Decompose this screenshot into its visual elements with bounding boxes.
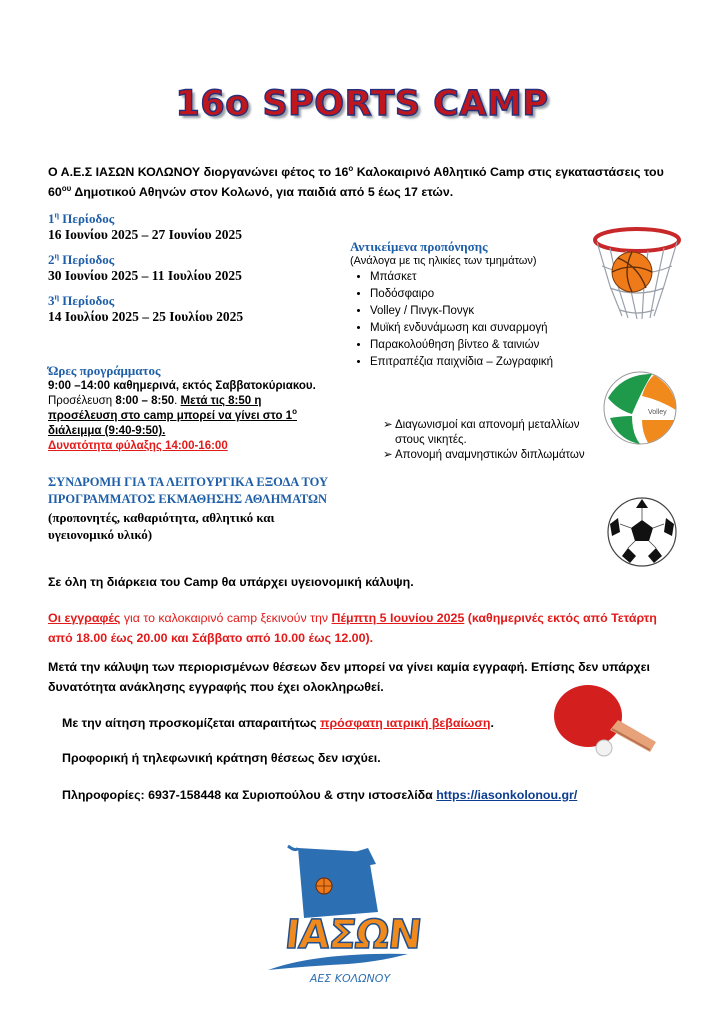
- intro-paragraph: Ο Α.Ε.Σ ΙΑΣΩΝ ΚΟΛΩΝΟΥ διοργανώνει φέτος το $16^o$ Καλοκαιρινό Αθλητικό Camp στις εγκαταστάσεις του $60^{o\upsilon}$ Δημοτικού Αθηνών στον Κολωνό, για παιδιά από 5 έως 17 ετών.: [48, 163, 664, 199]
- period-2: $2^\eta$ Περίοδος 30 Ιουνίου 2025 – 11 Ιουλίου 2025: [48, 251, 242, 283]
- list-item: ➢ Διαγωνισμοί και απονομή μεταλλίων στους νικητές.: [383, 419, 580, 446]
- training-section: [350, 239, 600, 371]
- logo-subtext: ΑΕΣ ΚΟΛΩΝΟΥ: [309, 972, 391, 985]
- basketball-hoop-icon: [592, 226, 682, 322]
- page-title: 16o SPORTS CAMP: [175, 84, 549, 124]
- limits-note: Μετά την κάλυψη των περιορισμένων θέσεων δεν μπορεί να γίνει καμία εγγραφή. Επίσης δεν υπάρχει δυνατότητα ανάκλησης εγγραφής που έχει ολοκληρωθεί.: [48, 660, 650, 694]
- volleyball-icon: [602, 370, 678, 446]
- training-title: Αντικείμενα προπόνησης: [350, 239, 488, 254]
- hours-title: Ώρες προγράμματος: [48, 363, 161, 378]
- medical-note: Με την αίτηση προσκομίζεται απαραιτήτως πρόσφατη ιατρική βεβαίωση.: [62, 716, 494, 730]
- list-item: • Μπάσκετ: [370, 269, 600, 286]
- training-subtitle: (Ανάλογα με τις ηλικίες των τμημάτων): [350, 255, 537, 267]
- website-link[interactable]: https://iasonkolonou.gr/: [436, 788, 578, 802]
- list-item: • Επιτραπέζια παιχνίδια – Ζωγραφική: [370, 354, 600, 371]
- period-1: $1^\eta$ Περίοδος 16 Ιουνίου 2025 – 27 Ιουνίου 2025: [48, 210, 242, 242]
- soccer-ball-icon: [606, 496, 678, 568]
- period-3: $3^\eta$ Περίοδος 14 Ιουλίου 2025 – 25 Ιουλίου 2025: [48, 292, 244, 324]
- phone-booking-note: Προφορική ή τηλεφωνική κράτηση θέσεως δεν ισχύει.: [62, 751, 381, 765]
- periods-list: [48, 211, 348, 325]
- registration-note: Οι εγγραφές για το καλοκαιρινό camp ξεκινούν την Πέμπτη 5 Ιουνίου 2025 (καθημερινές εκτός από Τετάρτη από 18.00 έως 20.00 και Σάββατο από 10.00 έως 12.00).: [48, 611, 657, 645]
- list-item: • Μυϊκή ενδυνάμωση και συναρμογή: [370, 320, 600, 337]
- fee-section: ΣΥΝΔΡΟΜΗ ΓΙΑ ΤΑ ΛΕΙΤΟΥΡΓΙΚΑ ΕΞΟΔΑ ΤΟΥ ΠΡΟΓΡΑΜΜΑΤΟΣ ΕΚΜΑΘΗΣΗΣ ΑΘΛΗΜΑΤΩΝ (προπονητές, καθαριότητα, αθλητικό και υγειονομικό υλικό): [48, 475, 329, 542]
- svg-text:Volley: Volley: [648, 409, 667, 416]
- logo-text: ΙΑΣΩΝ: [282, 912, 424, 958]
- list-item: ➢ Απονομή αναμνηστικών διπλωμάτων: [383, 449, 585, 461]
- health-note: Σε όλη τη διάρκεια του Camp θα υπάρχει υγειονομική κάλυψη.: [48, 575, 414, 589]
- list-item: • Volley / Πινγκ-Πονγκ: [370, 303, 600, 320]
- list-item: • Ποδόσφαιρο: [370, 286, 600, 303]
- ping-pong-paddle-icon: [552, 682, 660, 762]
- info-line: Πληροφορίες: 6937-158448 κα Συριοπούλου & στην ιστοσελίδα https://iasonkolonou.gr/: [62, 788, 578, 802]
- childcare-note: Δυνατότητα φύλαξης 14:00-16:00: [48, 440, 228, 452]
- awards-list: [383, 418, 608, 463]
- training-list: [350, 269, 600, 371]
- hours-section: Ώρες προγράμματος 9:00 –14:00 καθημερινά, εκτός Σαββατοκύριακου. Προσέλευση 8:00 – 8:50. Μετά τις 8:50 η προσέλευση στο camp μπορεί να γίνει στο $1^o$ διάλειμμα (9:40-9:50). Δυνατότητα φύλαξης 14:00-16:00: [48, 363, 338, 454]
- list-item: • Παρακολούθηση βίντεο & ταινιών: [370, 337, 600, 354]
- club-logo: [258, 842, 428, 992]
